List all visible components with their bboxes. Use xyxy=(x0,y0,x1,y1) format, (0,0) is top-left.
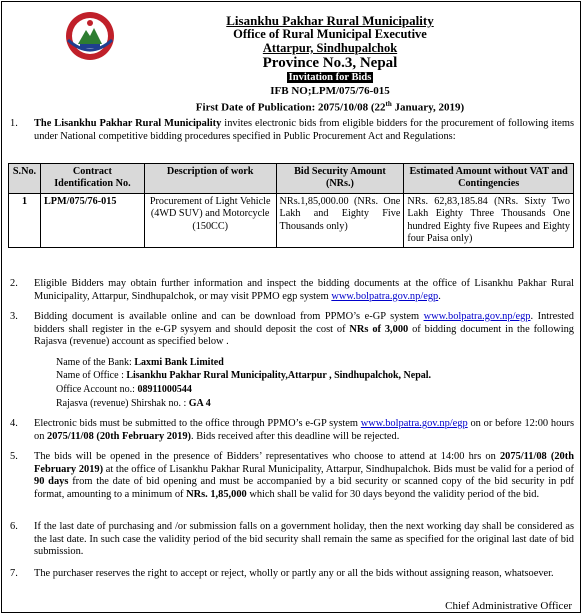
egp-link[interactable]: www.bolpatra.gov.np/egp xyxy=(423,311,531,322)
cell-contract-id: LPM/075/76-015 xyxy=(40,193,144,248)
cell-estimated-amount: NRs. 62,83,185.84 (NRs. Sixty Two Lakh Eighty Three Thousands One hundred Eighty five Rupees and Eighty four Paisa only) xyxy=(404,193,574,248)
egp-link[interactable]: www.bolpatra.gov.np/egp xyxy=(360,418,468,429)
municipality-name: Lisankhu Pakhar Rural Municipality xyxy=(226,13,434,28)
nepal-emblem-logo xyxy=(64,10,116,62)
cell-sno: 1 xyxy=(9,193,41,248)
cell-description: Procurement of Light Vehicle (4WD SUV) and Motorcycle (150CC) xyxy=(144,193,276,248)
paragraph-7: 7. The purchaser reserves the right to accept or reject, wholly or partly any or all the bids without assigning reason, whatsoever. xyxy=(10,568,554,579)
paragraph-2: 2. Eligible Bidders may obtain further information and inspect the bidding documents at the office of Lisankhu Pakhar Rural Municipality, Attarpur, Sindhupalchok, or may visit PPMO egp system www.bolpatra.gov.np/egp. xyxy=(10,278,574,302)
paragraph-6: 6. If the last date of purchasing and /or submission falls on a government holiday, then the next working day shall be considered as the last date. In such case the validity period of the bid security shall remain the same as specified for the original last date of bid submission. xyxy=(10,521,574,558)
ifb-number: IFB NO;LPM/075/76-015 xyxy=(270,85,390,97)
paragraph-5: 5. The bids will be opened in the presence of Bidders’ representatives who choose to attend at 14:00 hrs on 2075/11/08 (20th February 2019) at the office of Lisankhu Pakhar Rural Municipality, Attarpur, Sindhupalchok. Bids must be valid for a period of 90 days from the date of bid opening and must be accompanied by a bid security or scanned copy of the bid security in pdf format, amounting to a minimum of NRs. 1,85,000 which shall be valid for 30 days beyond the validity period of the bid. xyxy=(10,451,575,500)
header-sno: S.No. xyxy=(9,164,41,194)
table-row xyxy=(9,193,574,248)
bank-office: Name of Office : Lisankhu Pakhar Rural Municipality,Attarpur , Sindhupalchok, Nepal. xyxy=(56,370,432,381)
cell-bid-security: NRs.1,85,000.00 (NRs. One Lakh and Eighty Five Thousands only) xyxy=(276,193,404,248)
paragraph-4: 4. Electronic bids must be submitted to the office through PPMO’s e-GP system www.bolpatra.gov.np/egp on or before 12:00 hours on 2075/11/08 (20th February 2019). Bids received after this deadline will be rejected. xyxy=(10,418,575,442)
bank-name: Name of the Bank: Laxmi Bank Limited xyxy=(56,357,224,368)
table-header-row xyxy=(9,164,574,194)
signature-title: Chief Administrative Officer xyxy=(445,600,572,612)
header-bid-security: Bid Security Amount (NRs.) xyxy=(276,164,404,194)
bank-account: Office Account no.: 08911000544 xyxy=(56,384,192,395)
invitation-title: Invitation for Bids xyxy=(288,72,372,83)
egp-link[interactable]: www.bolpatra.gov.np/egp xyxy=(331,290,439,302)
revenue-code: Rajasva (revenue) Shirshak no. : GA 4 xyxy=(56,398,211,409)
header-description: Description of work xyxy=(144,164,276,194)
header-contract-id: Contract Identification No. xyxy=(40,164,144,194)
publication-date: First Date of Publication: 2075/10/08 (22th January, 2019) xyxy=(195,100,465,114)
province-name: Province No.3, Nepal xyxy=(262,55,398,71)
procurement-table xyxy=(8,163,574,248)
office-name: Office of Rural Municipal Executive xyxy=(233,27,427,41)
paragraph-1: 1. The Lisankhu Pakhar Rural Municipality invites electronic bids from eligible bidders for the procurement of following items under National competitive bidding procedures specified in Public Procurement Act and Regulations: xyxy=(10,118,575,142)
paragraph-3: 3. Bidding document is available online and can be download from PPMO’s e-GP system www.bolpatra.gov.np/egp. Intrested bidders shall register in the e-GP sysyem and should deposit the cost of NRs of 3,000 of bidding document in the following Rajasva (revenue) account as specified below . xyxy=(10,311,575,348)
header-estimated-amount: Estimated Amount without VAT and Contingencies xyxy=(404,164,574,194)
office-address: Attarpur, Sindhupalchok xyxy=(262,41,398,55)
